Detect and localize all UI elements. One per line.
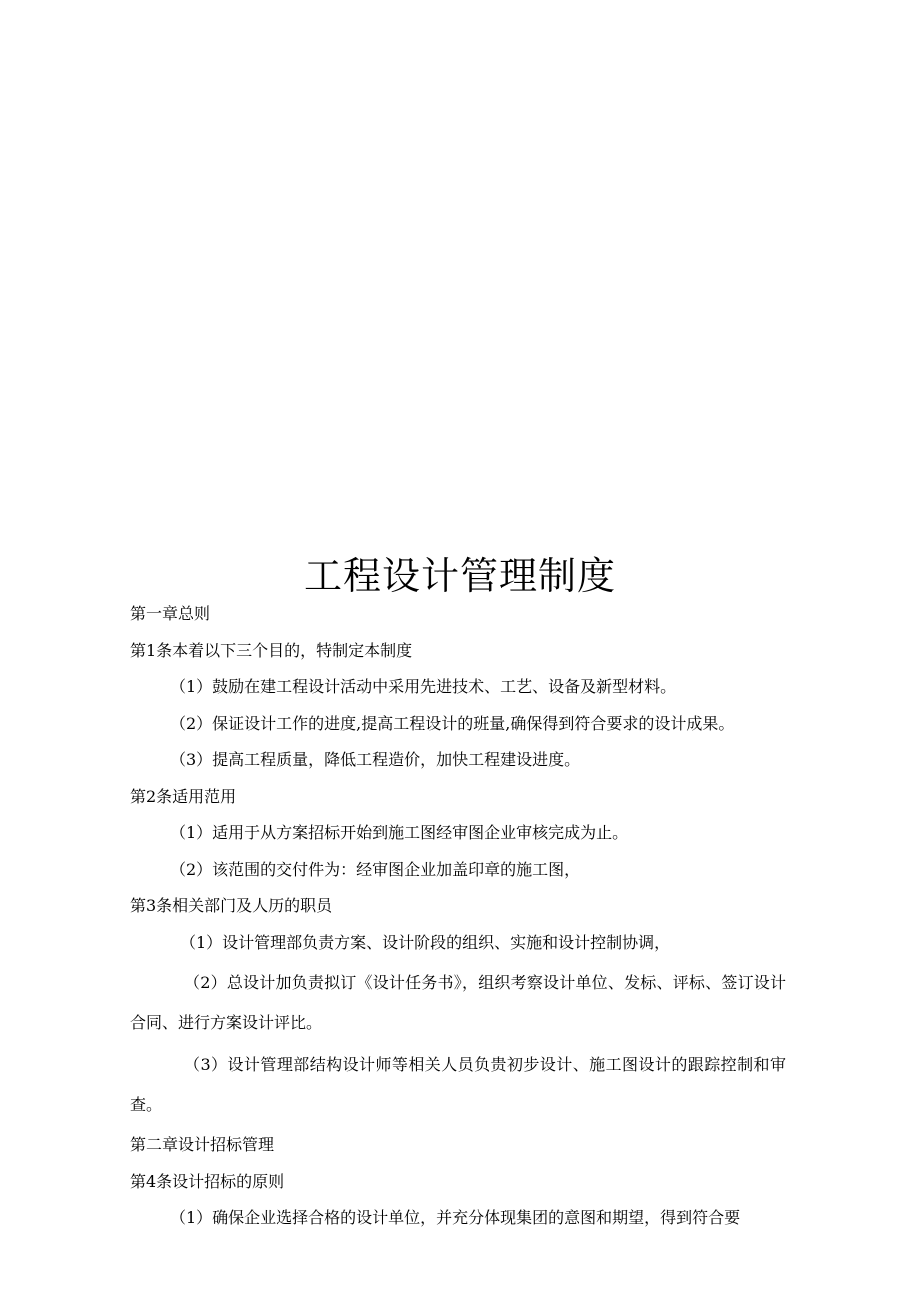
list-item: （3）提高工程质量，降低工程造价，加快工程建设进度。	[170, 750, 581, 769]
document-body	[130, 596, 786, 1237]
article-heading: 第1条本着以下三个目的，特制定本制度	[130, 640, 413, 660]
list-item: （2）该范围的交付件为：经审图企业加盖印章的施工图，	[170, 859, 581, 879]
list-item: （1）设计管理部负责方案、设计阶段的组织、实施和设计控制协调，	[180, 932, 671, 952]
list-item: （1）适用于从方案招标开始到施工图经审图企业审核完成为止。	[170, 823, 629, 842]
list-item: （1）确保企业选择合格的设计单位，并充分体现集团的意图和期望，得到符合要	[170, 1208, 741, 1227]
article-heading: 第2条适用范用	[130, 786, 237, 806]
article-heading: 第4条设计招标的原则	[130, 1171, 285, 1191]
list-item: （2）总设计加负责拟订《设计任务书》，组织考察设计单位、发标、评标、签订设计合同、进行方案设计评比。	[130, 973, 786, 1032]
chapter-heading: 第一章总则	[130, 604, 211, 623]
chapter-heading: 第二章设计招标管理	[130, 1135, 275, 1154]
article-heading: 第3条相关部门及人历的职员	[130, 896, 333, 915]
document-title: 工程设计管理制度	[303, 554, 616, 598]
list-item: （3）设计管理部结构设计师等相关人员负贵初步设计、施工图设计的跟踪控制和审查。	[130, 1055, 786, 1114]
list-item: （1）鼓励在建工程设计活动中采用先进技术、工艺、设备及新型材料。	[170, 677, 677, 696]
list-item: （2）保证设计工作的进度,提高工程设计的班量,确保得到符合要求的设计成果。	[170, 713, 735, 733]
